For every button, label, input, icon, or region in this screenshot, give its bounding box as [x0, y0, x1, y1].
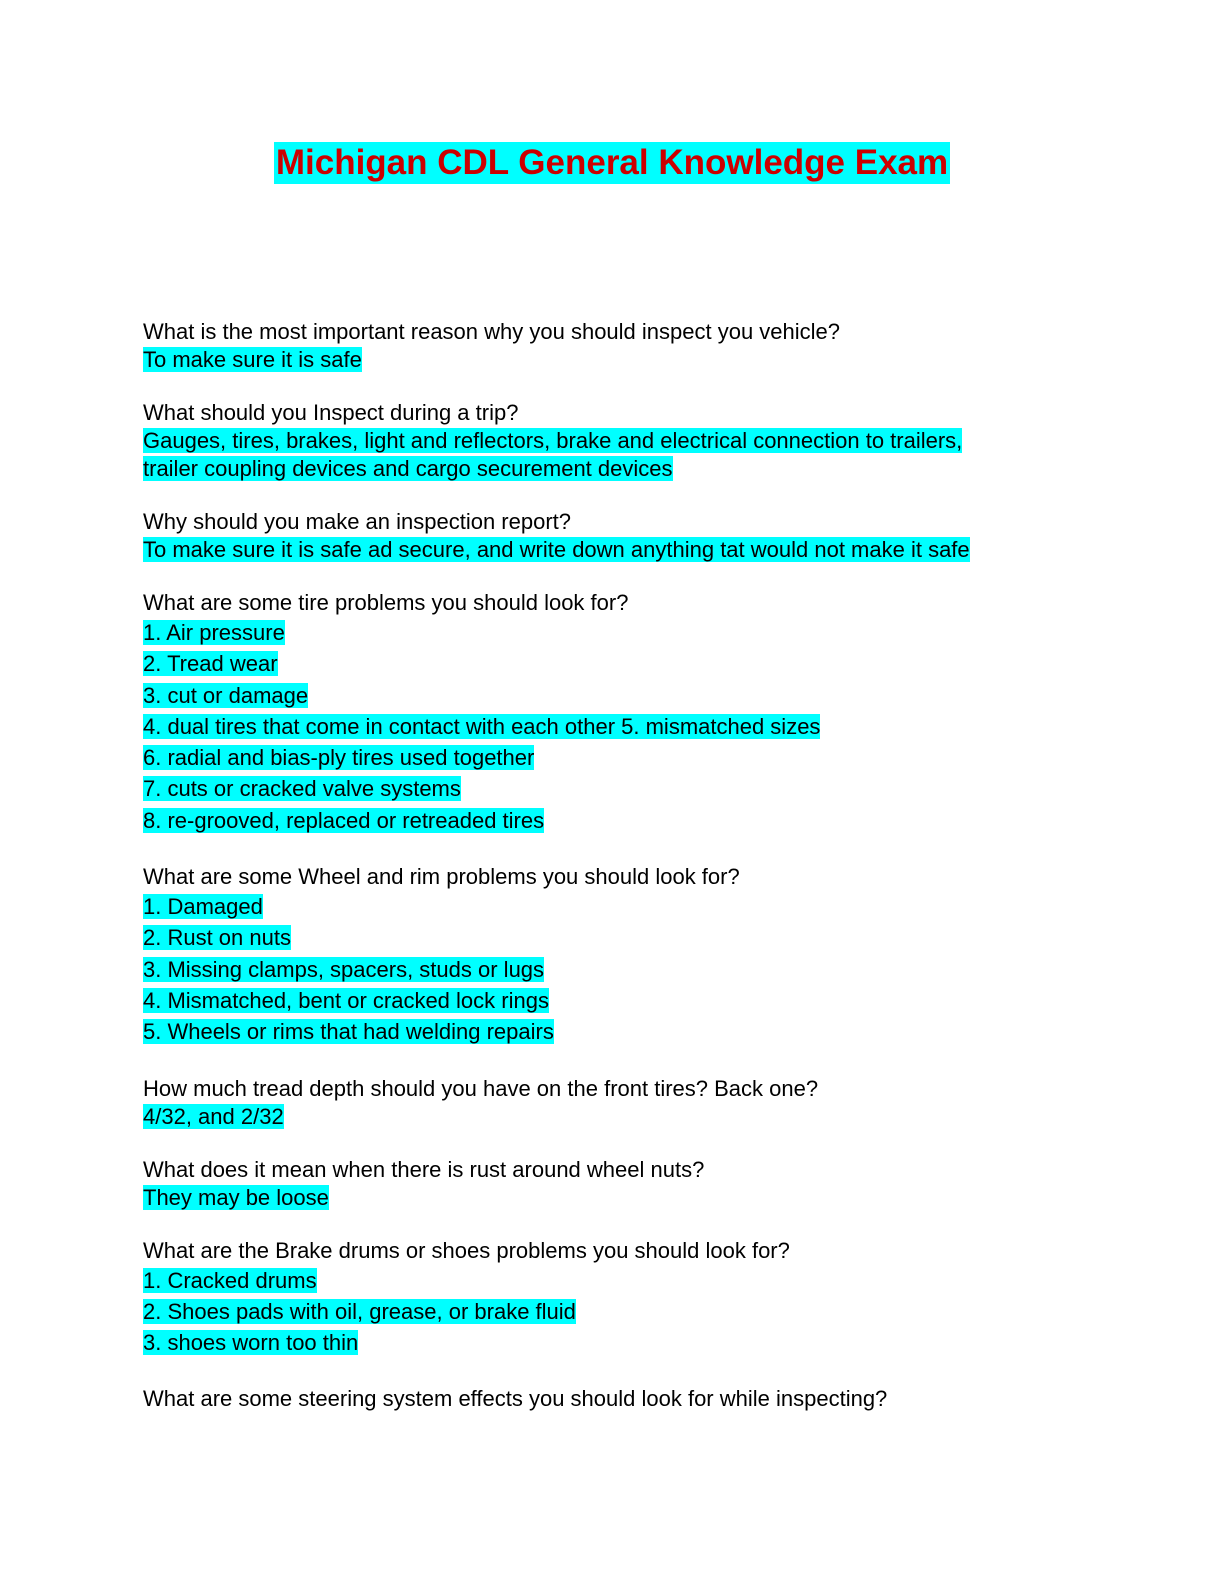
list-item-highlight: 6. radial and bias-ply tires used together — [143, 745, 535, 771]
list-item — [143, 773, 1143, 804]
list-item — [143, 680, 1143, 711]
list-item-highlight: 3. cut or damage — [143, 682, 309, 708]
page-title: Michigan CDL General Knowledge Exam — [275, 143, 949, 182]
answer-highlight: Gauges, tires, brakes, light and reflectors, brake and electrical connection to trailers, — [143, 428, 963, 453]
qa-block — [143, 863, 1143, 1047]
list-item — [143, 617, 1143, 648]
list-item-highlight: 5. Wheels or rims that had welding repairs — [143, 1019, 554, 1045]
answer-line — [143, 427, 1143, 455]
answer-highlight: To make sure it is safe — [143, 347, 362, 372]
list-item — [143, 805, 1143, 836]
qa-block — [143, 508, 1143, 564]
list-item-highlight: 2. Rust on nuts — [143, 925, 291, 951]
question: How much tread depth should you have on the front tires? Back one? — [143, 1075, 819, 1101]
qa-block — [143, 399, 1143, 483]
list-item-highlight: 7. cuts or cracked valve systems — [143, 776, 461, 802]
qa-block — [143, 1237, 1143, 1359]
list-item-highlight: 4. dual tires that come in contact with each other 5. mismatched sizes — [143, 713, 821, 739]
list-item — [143, 922, 1143, 953]
answer — [143, 536, 1143, 564]
list-item-highlight: 3. Missing clamps, spacers, studs or lugs — [143, 956, 545, 982]
question: What should you Inspect during a trip? — [143, 400, 519, 425]
list-item-highlight: 4. Mismatched, bent or cracked lock rings — [143, 987, 549, 1013]
qa-block — [143, 1075, 1143, 1131]
list-item — [143, 1265, 1143, 1296]
list-item — [143, 742, 1143, 773]
answer-highlight: 4/32, and 2/32 — [143, 1103, 284, 1129]
answer-highlight: trailer coupling devices and cargo securement devices — [143, 456, 673, 481]
qa-block — [143, 318, 1143, 374]
question: What does it mean when there is rust around wheel nuts? — [143, 1156, 705, 1182]
list-item — [143, 891, 1143, 922]
qa-block — [143, 1385, 1143, 1413]
list-item — [143, 648, 1143, 679]
qa-content — [143, 318, 1143, 1438]
qa-block — [143, 1156, 1143, 1212]
question: What are some steering system effects you should look for while inspecting? — [143, 1386, 888, 1412]
answer — [143, 1103, 1143, 1131]
list-item — [143, 711, 1143, 742]
list-item-highlight: 3. shoes worn too thin — [143, 1330, 359, 1356]
list-item-highlight: 1. Cracked drums — [143, 1267, 317, 1293]
answer-line — [143, 455, 1143, 483]
list-item-highlight: 1. Damaged — [143, 894, 263, 920]
list-item-highlight: 8. re-grooved, replaced or retreaded tires — [143, 807, 545, 833]
question: What are the Brake drums or shoes problems you should look for? — [143, 1237, 790, 1263]
answer-highlight: They may be loose — [143, 1184, 329, 1210]
list-item-highlight: 2. Shoes pads with oil, grease, or brake fluid — [143, 1298, 576, 1324]
list-item-highlight: 1. Air pressure — [143, 620, 285, 645]
list-item — [143, 985, 1143, 1016]
qa-block — [143, 589, 1143, 836]
title-container — [0, 142, 1224, 184]
list-item-highlight: 2. Tread wear — [143, 651, 278, 677]
list-item — [143, 1296, 1143, 1327]
question: What are some tire problems you should look for? — [143, 590, 629, 615]
list-item — [143, 954, 1143, 985]
answer — [143, 1184, 1143, 1212]
answer-highlight: To make sure it is safe ad secure, and write down anything tat would not make it safe — [143, 537, 970, 562]
answer — [143, 346, 1143, 374]
list-item — [143, 1327, 1143, 1358]
list-item — [143, 1016, 1143, 1047]
question: Why should you make an inspection report? — [143, 509, 572, 534]
question: What is the most important reason why you should inspect you vehicle? — [143, 319, 841, 344]
question: What are some Wheel and rim problems you should look for? — [143, 864, 740, 890]
